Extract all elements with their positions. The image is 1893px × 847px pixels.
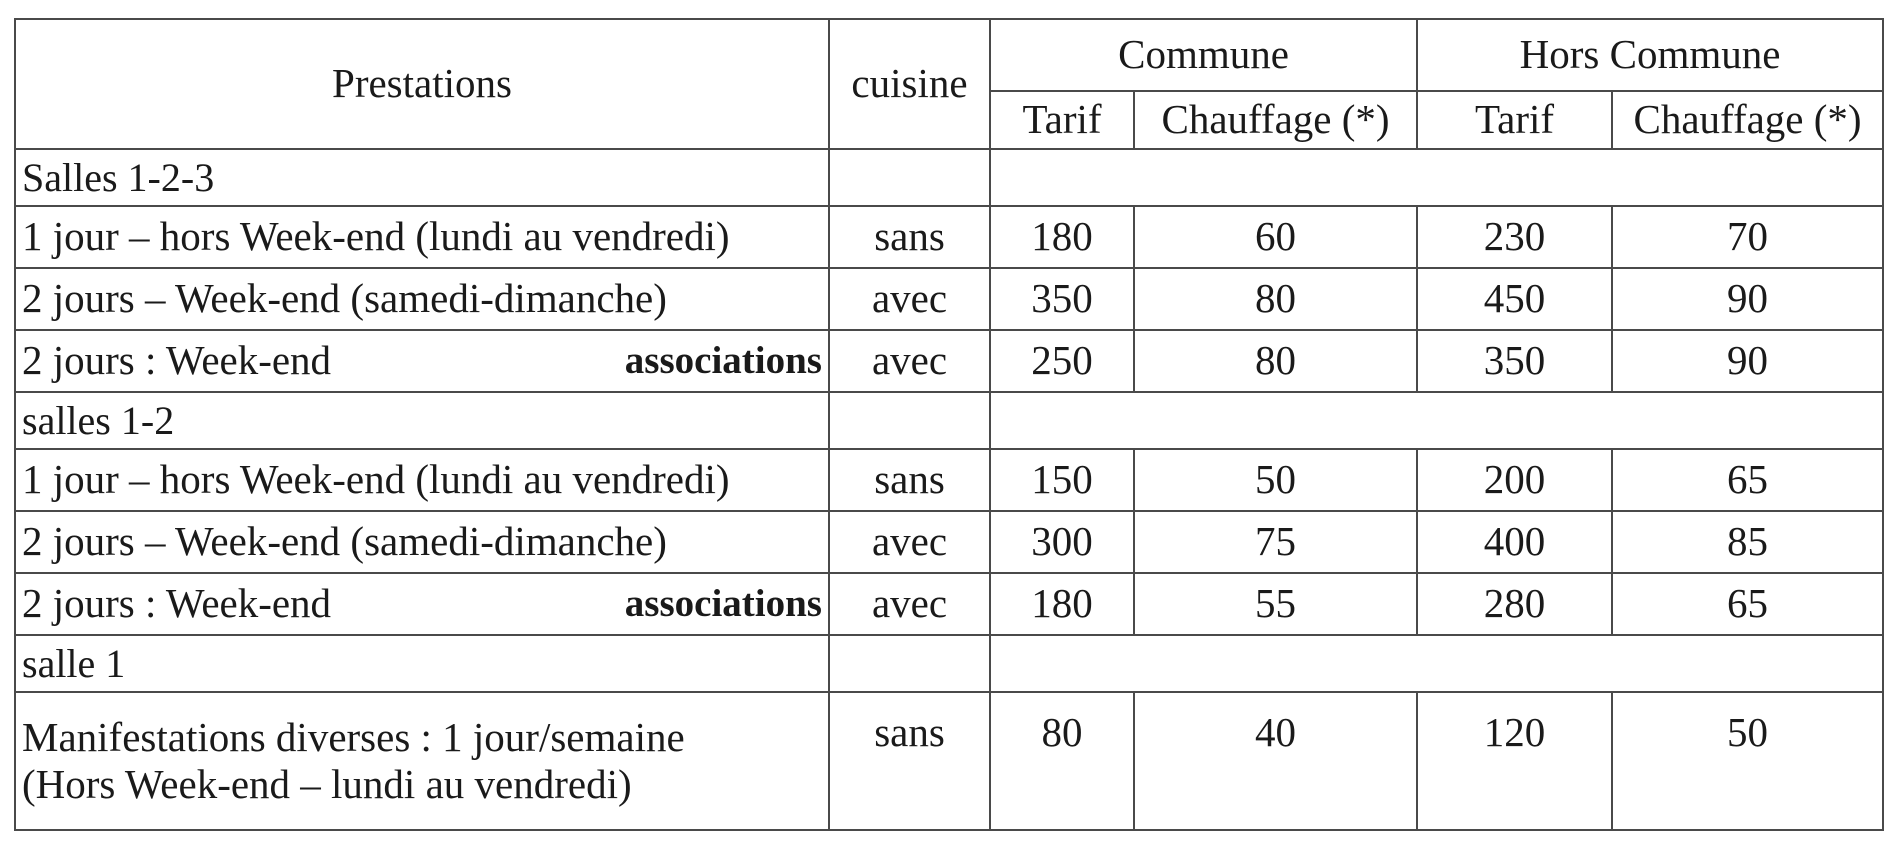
commune-chauffage-cell: 40 bbox=[1134, 692, 1417, 830]
commune-tarif-cell: 180 bbox=[990, 573, 1134, 635]
cuisine-cell: avec bbox=[829, 330, 990, 392]
hors-tarif-cell: 230 bbox=[1417, 206, 1612, 268]
table-row bbox=[15, 511, 1883, 573]
cuisine-cell: avec bbox=[829, 511, 990, 573]
prestation-label: 2 jours : Week-end bbox=[22, 580, 332, 627]
prestation-label: 1 jour – hors Week-end (lundi au vendredi) bbox=[15, 449, 829, 511]
section-title: Salles 1-2-3 bbox=[15, 149, 829, 206]
prestation-cell bbox=[15, 573, 829, 635]
tariff-table bbox=[14, 18, 1884, 831]
commune-tarif-cell: 350 bbox=[990, 268, 1134, 330]
table-row bbox=[15, 449, 1883, 511]
prestation-label-line1: Manifestations diverses : 1 jour/semaine bbox=[22, 713, 685, 760]
section-row bbox=[15, 149, 1883, 206]
header-commune: Commune bbox=[990, 19, 1417, 91]
commune-chauffage-cell: 80 bbox=[1134, 330, 1417, 392]
empty-cell bbox=[990, 149, 1883, 206]
commune-tarif-cell: 180 bbox=[990, 206, 1134, 268]
commune-chauffage-cell: 50 bbox=[1134, 449, 1417, 511]
commune-chauffage-cell: 60 bbox=[1134, 206, 1417, 268]
hors-chauffage-cell: 85 bbox=[1612, 511, 1883, 573]
commune-tarif-cell: 250 bbox=[990, 330, 1134, 392]
hors-chauffage-cell: 70 bbox=[1612, 206, 1883, 268]
hors-tarif-cell: 120 bbox=[1417, 692, 1612, 830]
table-row bbox=[15, 573, 1883, 635]
prestation-cell bbox=[15, 330, 829, 392]
header-cuisine: cuisine bbox=[829, 19, 990, 149]
cuisine-cell: sans bbox=[829, 449, 990, 511]
commune-chauffage-cell: 55 bbox=[1134, 573, 1417, 635]
commune-tarif-cell: 150 bbox=[990, 449, 1134, 511]
prestation-label: 2 jours : Week-end bbox=[22, 337, 332, 384]
empty-cell bbox=[829, 149, 990, 206]
empty-cell bbox=[990, 392, 1883, 449]
table-row bbox=[15, 330, 1883, 392]
prestation-label: 2 jours – Week-end (samedi-dimanche) bbox=[15, 268, 829, 330]
header-row-top bbox=[15, 19, 1883, 91]
cuisine-cell: avec bbox=[829, 268, 990, 330]
table-row bbox=[15, 268, 1883, 330]
table-row bbox=[15, 692, 1883, 830]
hors-chauffage-cell: 90 bbox=[1612, 268, 1883, 330]
section-row bbox=[15, 392, 1883, 449]
commune-tarif-cell: 300 bbox=[990, 511, 1134, 573]
empty-cell bbox=[990, 635, 1883, 692]
commune-tarif-cell: 80 bbox=[990, 692, 1134, 830]
prestation-label: 2 jours – Week-end (samedi-dimanche) bbox=[15, 511, 829, 573]
header-prestations: Prestations bbox=[15, 19, 829, 149]
hors-tarif-cell: 450 bbox=[1417, 268, 1612, 330]
cuisine-cell: sans bbox=[829, 206, 990, 268]
associations-label: associations bbox=[624, 581, 822, 625]
prestation-cell bbox=[15, 692, 829, 830]
hors-tarif-cell: 400 bbox=[1417, 511, 1612, 573]
header-hors-tarif: Tarif bbox=[1417, 91, 1612, 149]
empty-cell bbox=[829, 392, 990, 449]
section-row bbox=[15, 635, 1883, 692]
hors-tarif-cell: 280 bbox=[1417, 573, 1612, 635]
prestation-label-line2: (Hors Week-end – lundi au vendredi) bbox=[22, 761, 632, 807]
header-hors-chauffage: Chauffage (*) bbox=[1612, 91, 1883, 149]
tariff-document bbox=[14, 18, 1882, 831]
prestation-label: 1 jour – hors Week-end (lundi au vendredi) bbox=[15, 206, 829, 268]
hors-tarif-cell: 200 bbox=[1417, 449, 1612, 511]
cuisine-cell: sans bbox=[829, 692, 990, 830]
header-commune-chauffage: Chauffage (*) bbox=[1134, 91, 1417, 149]
hors-tarif-cell: 350 bbox=[1417, 330, 1612, 392]
section-title: salle 1 bbox=[15, 635, 829, 692]
hors-chauffage-cell: 65 bbox=[1612, 573, 1883, 635]
commune-chauffage-cell: 80 bbox=[1134, 268, 1417, 330]
hors-chauffage-cell: 50 bbox=[1612, 692, 1883, 830]
hors-chauffage-cell: 65 bbox=[1612, 449, 1883, 511]
section-title: salles 1-2 bbox=[15, 392, 829, 449]
cuisine-cell: avec bbox=[829, 573, 990, 635]
empty-cell bbox=[829, 635, 990, 692]
table-row bbox=[15, 206, 1883, 268]
header-commune-tarif: Tarif bbox=[990, 91, 1134, 149]
header-hors-commune: Hors Commune bbox=[1417, 19, 1883, 91]
associations-label: associations bbox=[624, 338, 822, 382]
hors-chauffage-cell: 90 bbox=[1612, 330, 1883, 392]
commune-chauffage-cell: 75 bbox=[1134, 511, 1417, 573]
